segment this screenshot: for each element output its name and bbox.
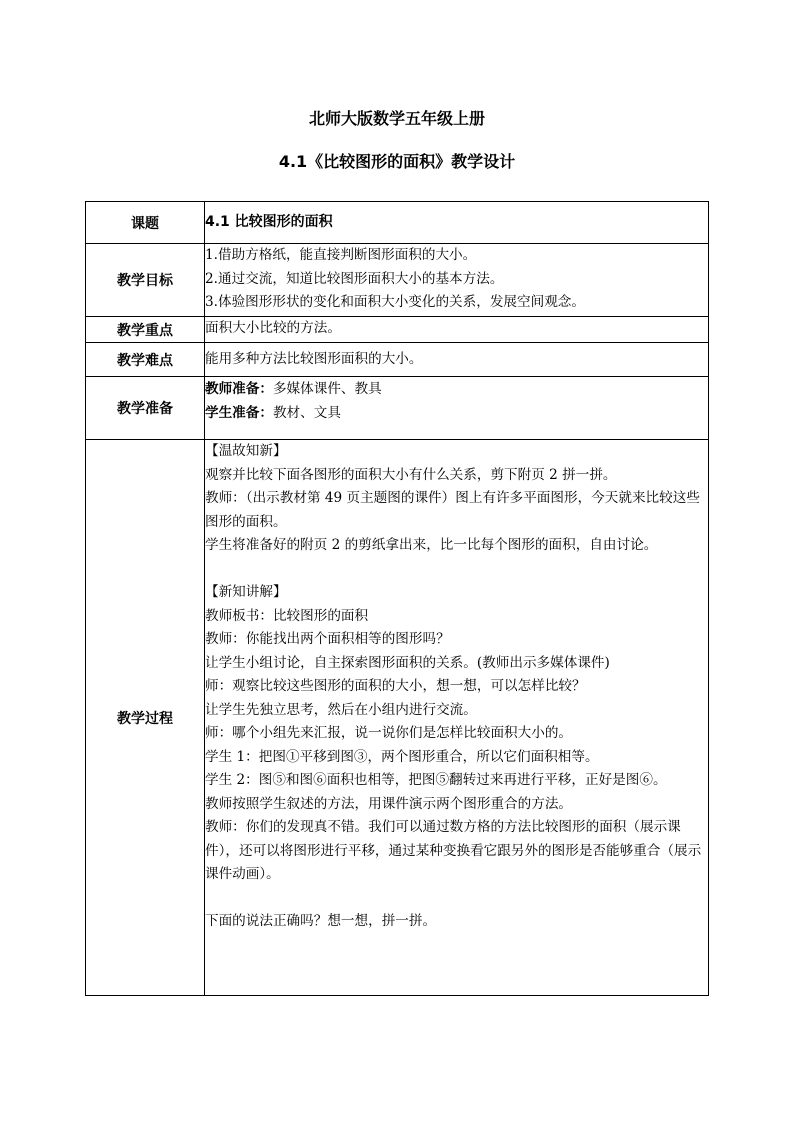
topic-label: 课题: [86, 202, 205, 244]
process-paragraph: 教师：你能找出两个面积相等的图形吗？: [205, 631, 450, 647]
process-paragraph: 师：哪个小组先来汇报，说一说你们是怎样比较面积大小的。: [205, 725, 573, 741]
topic-value: 4.1 比较图形的面积: [205, 214, 333, 230]
difficulty-value: 能用多种方法比较图形面积的大小。: [205, 343, 709, 377]
process-paragraph: 学生将准备好的附页 2 的剪纸拿出来，比一比每个图形的面积，自由讨论。: [205, 537, 658, 553]
document-title: 北师大版数学五年级上册: [308, 109, 485, 128]
objective-item: 2.通过交流，知道比较图形面积大小的基本方法。: [205, 270, 504, 287]
key-point-value: 面积大小比较的方法。: [205, 317, 709, 343]
objectives-row: [86, 244, 709, 317]
process-paragraph: 教师板书：比较图形的面积: [205, 607, 369, 624]
lesson-plan-table: [85, 201, 709, 996]
student-preparation-value: 教材、文具: [272, 405, 341, 421]
document-subtitle: 4.1《比较图形的面积》教学设计: [278, 152, 516, 171]
process-paragraph: 教师按照学生叙述的方法，用课件演示两个图形重合的方法。: [205, 795, 573, 812]
process-paragraph: 学生 1：把图①平移到图③，两个图形重合，所以它们面积相等。: [205, 748, 599, 765]
closing-line: 下面的说法正确吗？想一想，拼一拼。: [205, 913, 437, 929]
topic-row: [86, 202, 709, 244]
process-paragraph: 让学生小组讨论，自主探索图形面积的关系。(教师出示多媒体课件): [205, 654, 610, 671]
objective-item: 1.借助方格纸，能直接判断图形面积的大小。: [205, 247, 477, 263]
teacher-preparation: [205, 377, 708, 401]
process-paragraph: 让学生先独立思考，然后在小组内进行交流。: [205, 701, 477, 718]
difficulty-row: [86, 343, 709, 377]
preparation-label: 教学准备: [86, 377, 205, 440]
section-title: 【新知讲解】: [205, 584, 287, 600]
process-paragraph: 教师：（出示教材第 49 页主题图的课件）图上有许多平面图形，今天就来比较这些图形的面积。: [205, 490, 700, 530]
key-point-label: 教学重点: [86, 317, 205, 343]
process-paragraph: 师：观察比较这些图形的面积的大小，想一想，可以怎样比较？: [205, 678, 586, 694]
process-label: 教学过程: [86, 440, 205, 996]
teacher-preparation-label: 教师准备：: [205, 381, 273, 397]
process-paragraph: 教师：你们的发现真不错。我们可以通过数方格的方法比较图形的面积（展示课件），还可以将图形进行平移，通过某种变换看它跟另外的图形是否能够重合（展示课件动画）。: [205, 819, 702, 882]
section-title: 【温故知新】: [205, 443, 287, 459]
objective-item: 3.体验图形形状的变化和面积大小变化的关系，发展空间观念。: [205, 294, 585, 310]
difficulty-label: 教学难点: [86, 343, 205, 377]
process-row: [86, 440, 709, 996]
student-preparation: [205, 401, 708, 425]
teacher-preparation-value: 多媒体课件、教具: [272, 381, 382, 397]
process-paragraph: 学生 2：图⑤和图⑥面积也相等，把图⑤翻转过来再进行平移，正好是图⑥。: [205, 772, 667, 788]
key-point-row: [86, 317, 709, 343]
process-paragraph: 观察并比较下面各图形的面积大小有什么关系，剪下附页 2 拼一拼。: [205, 466, 617, 483]
student-preparation-label: 学生准备：: [205, 405, 273, 421]
objectives-label: 教学目标: [86, 244, 205, 317]
preparation-row: [86, 377, 709, 440]
